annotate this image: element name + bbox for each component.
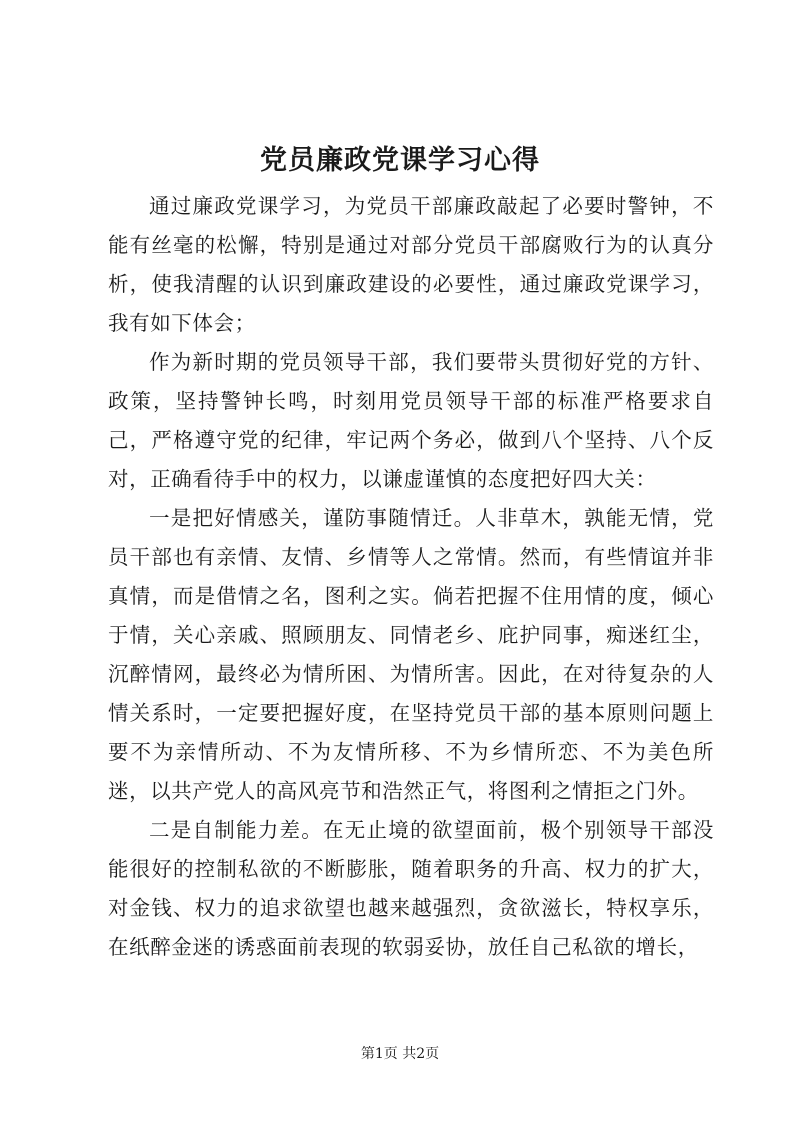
page-footer: 第1页 共2页 [360, 1046, 440, 1062]
paragraph-self-control: 二是自制能力差。在无止境的欲望面前，极个别领导干部没能很好的控制私欲的不断膨胀，随着职务的升高、权力的扩大，对金钱、权力的追求欲望也越来越强烈，贪欲滋长，特权享乐，在纸醉金迷的诱惑面前表现的软弱妥协，放任自己私欲的增长， [108, 818, 714, 959]
paragraph-emotion: 一是把好情感关，谨防事随情迁。人非草木，孰能无情，党员干部也有亲情、友情、乡情等人之常情。然而，有些情谊并非真情，而是借情之名，图利之实。倘若把握不住用情的度，倾心于情，关心亲戚、照顾朋友、同情老乡、庇护同事，痴迷红尘，沉醉情网，最终必为情所困、为情所害。因此，在对待复杂的人情关系时，一定要把握好度，在坚持党员干部的基本原则问题上要不为亲情所动、不为友情所移、不为乡情所恋、不为美色所迷，以共产党人的高风亮节和浩然正气，将图利之情拒之门外。 [108, 506, 714, 803]
paragraph-intro: 通过廉政党课学习，为党员干部廉政敲起了必要时警钟，不能有丝毫的松懈，特别是通过对部分党员干部腐败行为的认真分析，使我清醒的认识到廉政建设的必要性，通过廉政党课学习，我有如下体会； [108, 194, 714, 335]
paragraph-leaders: 作为新时期的党员领导干部，我们要带头贯彻好党的方针、政策，坚持警钟长鸣，时刻用党员领导干部的标准严格要求自己，严格遵守党的纪律，牢记两个务必，做到八个坚持、八个反对，正确看待手中的权力，以谦虚谨慎的态度把好四大关： [108, 350, 714, 491]
document-body [108, 187, 714, 967]
document-title: 党员廉政党课学习心得 [260, 145, 540, 176]
